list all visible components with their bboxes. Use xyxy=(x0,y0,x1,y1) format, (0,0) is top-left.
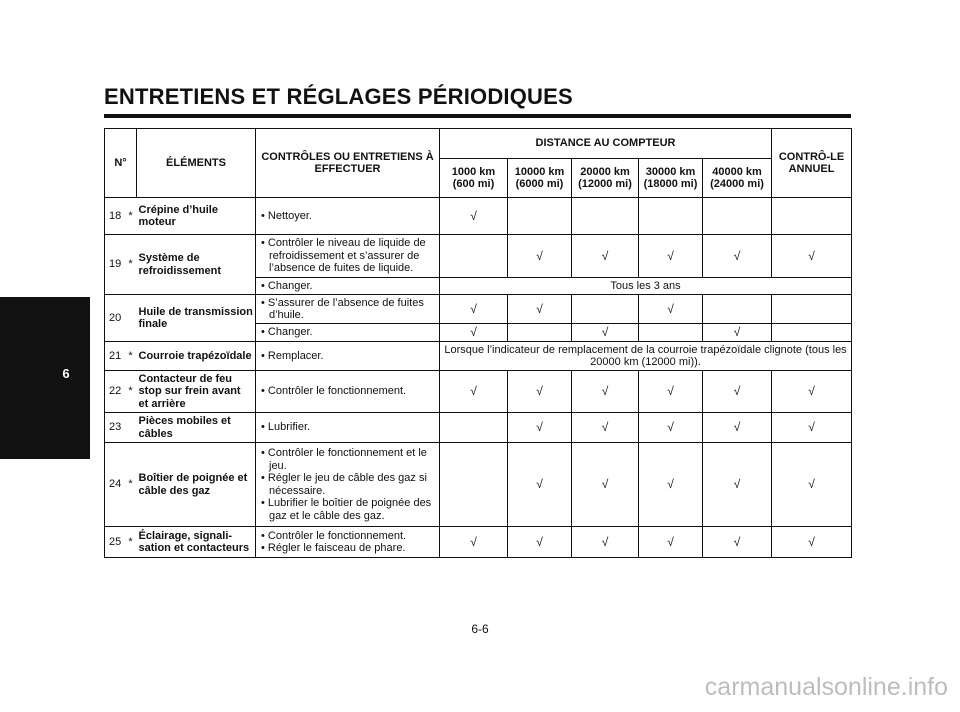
check-cell xyxy=(703,295,772,324)
row-number: 20 xyxy=(105,295,125,342)
action-item: • Contrôler le fonctionnement. xyxy=(261,385,407,398)
row-action xyxy=(256,198,440,235)
header-interval: 1000 km (600 mi) xyxy=(440,159,508,198)
row-action xyxy=(256,371,440,413)
table-row xyxy=(105,527,852,558)
table-row xyxy=(105,235,852,278)
check-cell: √ xyxy=(440,324,508,342)
page-title: ENTRETIENS ET RÉGLAGES PÉRIODIQUES xyxy=(104,84,573,109)
check-cell xyxy=(508,324,572,342)
row-star xyxy=(125,295,137,342)
check-cell xyxy=(508,198,572,235)
span-note: Lorsque l’indicateur de remplacement de la courroie trapézoïdale clignote (tous les 20000 km (12000 mi)). xyxy=(440,342,852,371)
check-cell: √ xyxy=(639,413,703,443)
check-cell: √ xyxy=(508,295,572,324)
row-action xyxy=(256,413,440,443)
row-action xyxy=(256,278,440,295)
row-action xyxy=(256,235,440,278)
check-cell: √ xyxy=(572,235,639,278)
check-cell: √ xyxy=(772,371,852,413)
row-element: Courroie trapézoïdale xyxy=(137,342,256,371)
maintenance-table xyxy=(104,128,852,558)
action-item: • Remplacer. xyxy=(261,349,324,362)
check-cell: √ xyxy=(572,324,639,342)
check-cell: √ xyxy=(639,295,703,324)
row-number: 18 xyxy=(105,198,125,235)
header-no: N° xyxy=(105,129,137,198)
row-element: Pièces mobiles et câbles xyxy=(137,413,256,443)
row-number: 19 xyxy=(105,235,125,295)
check-cell: √ xyxy=(572,371,639,413)
check-cell: √ xyxy=(639,527,703,558)
chapter-tab xyxy=(0,297,90,459)
action-item: • Changer. xyxy=(261,326,313,339)
row-action xyxy=(256,443,440,527)
check-cell xyxy=(572,198,639,235)
header-interval: 30000 km (18000 mi) xyxy=(639,159,703,198)
check-cell: √ xyxy=(772,443,852,527)
row-number: 25 xyxy=(105,527,125,558)
check-cell: √ xyxy=(639,371,703,413)
check-cell: √ xyxy=(440,527,508,558)
check-cell: √ xyxy=(703,413,772,443)
action-item: • Lubrifier le boîtier de poignée des gaz et le câble des gaz. xyxy=(261,497,432,522)
check-cell xyxy=(772,295,852,324)
span-note: Tous les 3 ans xyxy=(440,278,852,295)
page-number: 6-6 xyxy=(471,622,489,636)
check-cell: √ xyxy=(772,235,852,278)
header-distance: DISTANCE AU COMPTEUR xyxy=(440,129,772,159)
title-rule xyxy=(104,114,851,118)
row-star: * xyxy=(125,443,137,527)
check-cell: √ xyxy=(440,371,508,413)
row-star: * xyxy=(125,235,137,295)
header-interval: 20000 km (12000 mi) xyxy=(572,159,639,198)
action-item: • Régler le faisceau de phare. xyxy=(261,542,406,554)
table-row xyxy=(105,413,852,443)
row-star: * xyxy=(125,198,137,235)
check-cell: √ xyxy=(703,443,772,527)
check-cell: √ xyxy=(639,235,703,278)
check-cell: √ xyxy=(440,198,508,235)
check-cell: √ xyxy=(639,443,703,527)
action-item: • Contrôler le fonctionnement et le jeu. xyxy=(261,447,427,472)
check-cell: √ xyxy=(772,527,852,558)
check-cell: √ xyxy=(703,371,772,413)
header-annual: CONTRÔ-LE ANNUEL xyxy=(772,129,852,198)
check-cell xyxy=(772,198,852,235)
row-star: * xyxy=(125,527,137,558)
row-element: Contacteur de feu stop sur frein avant et arrière xyxy=(137,371,256,413)
check-cell xyxy=(440,235,508,278)
check-cell: √ xyxy=(703,527,772,558)
check-cell: √ xyxy=(572,527,639,558)
check-cell: √ xyxy=(508,527,572,558)
row-element: Huile de transmission finale xyxy=(137,295,256,342)
header-interval: 10000 km (6000 mi) xyxy=(508,159,572,198)
table-row xyxy=(105,342,852,371)
check-cell: √ xyxy=(703,324,772,342)
action-item: • Lubrifier. xyxy=(261,421,311,434)
row-number: 21 xyxy=(105,342,125,371)
header-element: ÉLÉMENTS xyxy=(137,129,256,198)
action-item: • Changer. xyxy=(261,279,313,292)
row-element: Crépine d’huile moteur xyxy=(137,198,256,235)
row-action xyxy=(256,527,440,558)
header-interval: 40000 km (24000 mi) xyxy=(703,159,772,198)
check-cell: √ xyxy=(703,235,772,278)
watermark: carmanualsonline.info xyxy=(704,673,948,701)
row-action xyxy=(256,324,440,342)
row-number: 22 xyxy=(105,371,125,413)
row-star: * xyxy=(125,371,137,413)
table-row xyxy=(105,198,852,235)
row-element: Système de refroidissement xyxy=(137,235,256,295)
chapter-number: 6 xyxy=(62,366,70,381)
check-cell: √ xyxy=(772,413,852,443)
check-cell: √ xyxy=(508,443,572,527)
check-cell: √ xyxy=(572,413,639,443)
check-cell xyxy=(440,413,508,443)
action-item: • S’assurer de l’absence de fuites d’huile. xyxy=(261,296,424,321)
action-item: • Contrôler le fonctionnement. xyxy=(261,529,407,542)
check-cell xyxy=(703,198,772,235)
check-cell: √ xyxy=(508,235,572,278)
row-star: * xyxy=(125,342,137,371)
header-action: CONTRÔLES OU ENTRETIENS À EFFECTUER xyxy=(256,129,440,198)
row-number: 23 xyxy=(105,413,125,443)
action-item: • Contrôler le niveau de liquide de refroidissement et s’assurer de l’absence de fuites de liquide. xyxy=(261,237,426,275)
action-item: • Nettoyer. xyxy=(261,209,312,222)
row-element: Boîtier de poignée et câble des gaz xyxy=(137,443,256,527)
check-cell: √ xyxy=(440,295,508,324)
check-cell xyxy=(639,324,703,342)
row-element: Éclairage, signali-sation et contacteurs xyxy=(137,527,256,558)
check-cell xyxy=(572,295,639,324)
check-cell: √ xyxy=(508,371,572,413)
row-action xyxy=(256,295,440,324)
row-number: 24 xyxy=(105,443,125,527)
check-cell: √ xyxy=(572,443,639,527)
check-cell xyxy=(440,443,508,527)
check-cell: √ xyxy=(508,413,572,443)
table-row xyxy=(105,371,852,413)
table-row xyxy=(105,295,852,324)
action-item: • Régler le jeu de câble des gaz si nécessaire. xyxy=(261,472,427,497)
table-row xyxy=(105,443,852,527)
row-action xyxy=(256,342,440,371)
check-cell xyxy=(772,324,852,342)
row-star xyxy=(125,413,137,443)
check-cell xyxy=(639,198,703,235)
